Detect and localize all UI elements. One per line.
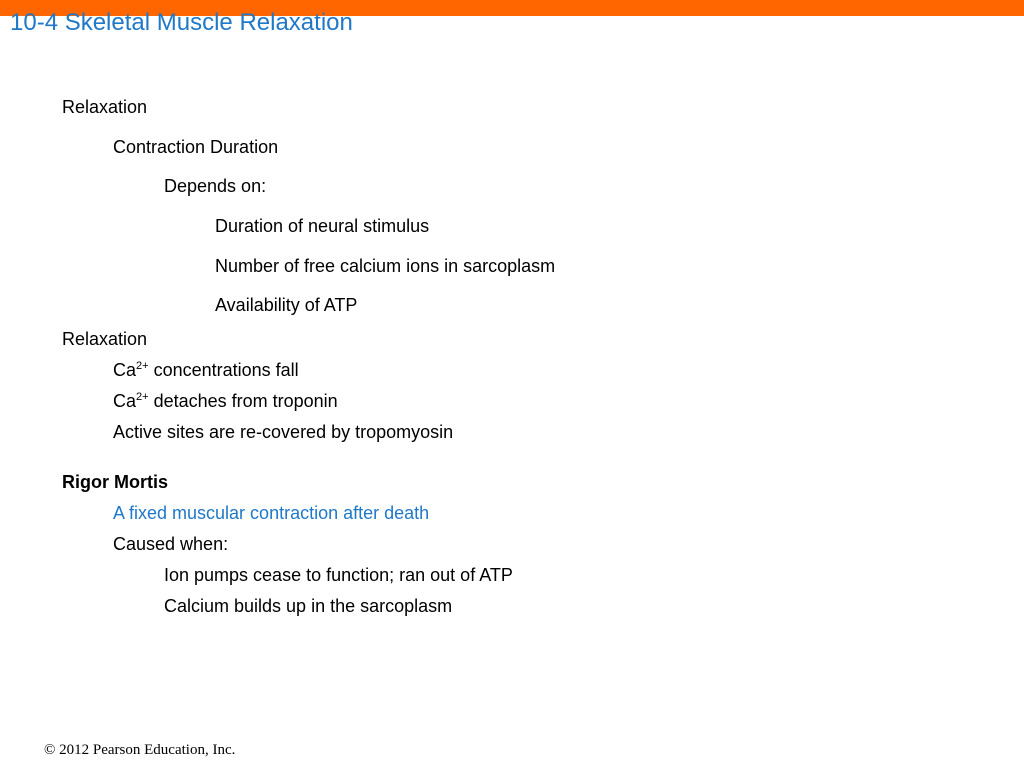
ca-symbol: Ca bbox=[113, 360, 137, 380]
ca-detach-text: detaches from troponin bbox=[148, 391, 338, 411]
ca-charge: 2+ bbox=[136, 391, 149, 403]
bullet-active-sites: Active sites are re-covered by tropomyosin bbox=[113, 422, 454, 442]
bullet-depends-on: Depends on: bbox=[164, 176, 267, 196]
bullet-relaxation-second: Relaxation bbox=[62, 329, 148, 349]
bullet-contraction-duration: Contraction Duration bbox=[113, 137, 279, 157]
bullet-relaxation: Relaxation bbox=[62, 97, 148, 117]
bullet-duration-neural-stimulus: Duration of neural stimulus bbox=[215, 216, 430, 236]
heading-rigor-mortis: Rigor Mortis bbox=[62, 472, 168, 492]
bullet-ion-pumps-cease: Ion pumps cease to function; ran out of ATP bbox=[164, 565, 513, 585]
rigor-mortis-definition: A fixed muscular contraction after death bbox=[113, 503, 430, 523]
slide-title: 10-4 Skeletal Muscle Relaxation bbox=[10, 9, 353, 36]
ca-fall-text: concentrations fall bbox=[148, 360, 299, 380]
bullet-ca-concentrations-fall bbox=[113, 359, 299, 381]
bullet-availability-atp: Availability of ATP bbox=[215, 295, 358, 315]
copyright-footer: © 2012 Pearson Education, Inc. bbox=[44, 742, 236, 758]
bullet-caused-when: Caused when: bbox=[113, 534, 229, 554]
ca-symbol: Ca bbox=[113, 391, 137, 411]
bullet-free-calcium-ions: Number of free calcium ions in sarcoplasm bbox=[215, 256, 556, 276]
ca-charge: 2+ bbox=[136, 360, 149, 372]
bullet-calcium-builds-up: Calcium builds up in the sarcoplasm bbox=[164, 596, 453, 616]
bullet-ca-detaches-troponin bbox=[113, 390, 338, 412]
